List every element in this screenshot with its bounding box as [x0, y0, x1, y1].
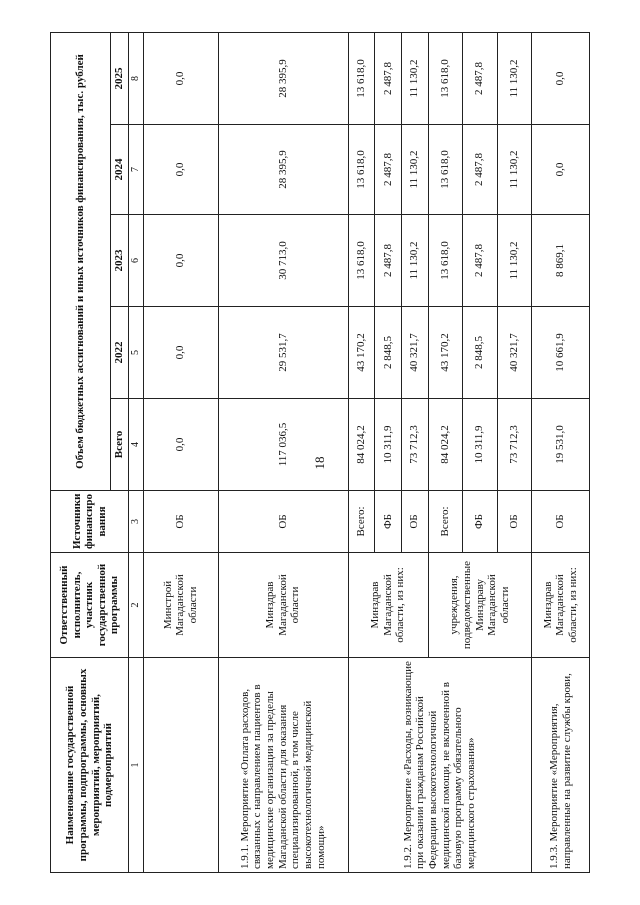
value-cell: 0,0 [532, 32, 590, 124]
row-source: ОБ [497, 490, 531, 552]
header-year: 2024 [111, 124, 129, 214]
value-cell: 0,0 [143, 306, 218, 398]
header-year: 2025 [111, 32, 129, 124]
value-cell: 11 130,2 [401, 32, 428, 124]
value-cell: 13 618,0 [348, 214, 375, 306]
value-cell: 84 024,2 [428, 398, 462, 490]
col-index: 3 [129, 490, 144, 552]
financing-table [50, 31, 590, 872]
table-row [218, 32, 348, 872]
col-index: 1 [129, 657, 144, 872]
row-name: 1.9.1. Мероприятие «Оплата расходов, связанных с направлением пациентов в медицинские организации за пределы Магаданской области для оказания специализированной, в том числе высокотехнологичной медицинской помощи» [218, 657, 348, 872]
row-responsible: Минстрой Магаданской области [143, 552, 218, 657]
value-cell: 0,0 [532, 124, 590, 214]
row-responsible: Минздрав Магаданской области [218, 552, 348, 657]
row-source: ОБ [532, 490, 590, 552]
row-source: Всего: [428, 490, 462, 552]
header-year: 2022 [111, 306, 129, 398]
col-index: 4 [129, 398, 144, 490]
value-cell: 13 618,0 [348, 124, 375, 214]
row-source: ОБ [218, 490, 348, 552]
value-cell: 19 531,0 [532, 398, 590, 490]
value-cell: 10 311,9 [463, 398, 497, 490]
value-cell: 0,0 [143, 214, 218, 306]
value-cell: 2 848,5 [463, 306, 497, 398]
row-responsible: Минздрав Магаданской области, из них: [348, 552, 428, 657]
header-volume: Объем бюджетных ассигнований и иных источников финансирования, тыс. рублей [51, 32, 111, 490]
value-cell: 13 618,0 [428, 32, 462, 124]
value-cell: 13 618,0 [428, 214, 462, 306]
value-cell: 28 395,9 [218, 32, 348, 124]
value-cell: 13 618,0 [348, 32, 375, 124]
value-cell: 40 321,7 [401, 306, 428, 398]
financing-table-sheet [50, 33, 590, 873]
value-cell: 40 321,7 [497, 306, 531, 398]
row-source: ФБ [463, 490, 497, 552]
value-cell: 30 713,0 [218, 214, 348, 306]
col-index: 2 [129, 552, 144, 657]
value-cell: 11 130,2 [497, 124, 531, 214]
value-cell: 11 130,2 [401, 214, 428, 306]
header-name: Наименование государственной программы, подпрограммы, основных мероприятий, мероприятий, подмероприятий [51, 657, 129, 872]
row-source: ФБ [375, 490, 402, 552]
value-cell: 84 024,2 [348, 398, 375, 490]
row-responsible: учреждения, подведомственные Минздраву Магаданской области [428, 552, 531, 657]
value-cell: 43 170,2 [428, 306, 462, 398]
value-cell: 2 487,8 [375, 214, 402, 306]
value-cell: 11 130,2 [497, 32, 531, 124]
header-total: Всего [111, 398, 129, 490]
header-source: Источники финансиро вания [51, 490, 129, 552]
value-cell: 43 170,2 [348, 306, 375, 398]
page-number: 18 [312, 456, 327, 470]
row-name [143, 657, 218, 872]
value-cell: 10 311,9 [375, 398, 402, 490]
col-index: 5 [129, 306, 144, 398]
value-cell: 0,0 [143, 124, 218, 214]
table-row [348, 32, 375, 872]
row-name: 1.9.3. Мероприятие «Мероприятия, направленные на развитие службы крови, [532, 657, 590, 872]
value-cell: 29 531,7 [218, 306, 348, 398]
row-source: ОБ [143, 490, 218, 552]
value-cell: 73 712,3 [401, 398, 428, 490]
value-cell: 2 848,5 [375, 306, 402, 398]
value-cell: 0,0 [143, 398, 218, 490]
value-cell: 10 661,9 [532, 306, 590, 398]
value-cell: 13 618,0 [428, 124, 462, 214]
value-cell: 8 869,1 [532, 214, 590, 306]
col-index: 8 [129, 32, 144, 124]
value-cell: 11 130,2 [497, 214, 531, 306]
header-responsible: Ответственный исполнитель, участник государственной программы [51, 552, 129, 657]
value-cell: 2 487,8 [463, 32, 497, 124]
col-index: 7 [129, 124, 144, 214]
table-row [532, 32, 590, 872]
table-row [143, 32, 218, 872]
value-cell: 2 487,8 [375, 32, 402, 124]
value-cell: 11 130,2 [401, 124, 428, 214]
value-cell: 28 395,9 [218, 124, 348, 214]
value-cell: 2 487,8 [463, 124, 497, 214]
value-cell: 117 036,5 [218, 398, 348, 490]
row-responsible: Минздрав Магаданской области, из них: [532, 552, 590, 657]
value-cell: 2 487,8 [375, 124, 402, 214]
value-cell: 0,0 [143, 32, 218, 124]
col-index: 6 [129, 214, 144, 306]
value-cell: 2 487,8 [463, 214, 497, 306]
value-cell: 73 712,3 [497, 398, 531, 490]
row-source: ОБ [401, 490, 428, 552]
row-source: Всего: [348, 490, 375, 552]
row-name: 1.9.2. Мероприятие «Расходы, возникающие при оказании гражданам Российской Федерации высокотехнологичной медицинской помощи, не включенной в базовую программу обязательного медицинского страхования» [348, 657, 532, 872]
header-year: 2023 [111, 214, 129, 306]
